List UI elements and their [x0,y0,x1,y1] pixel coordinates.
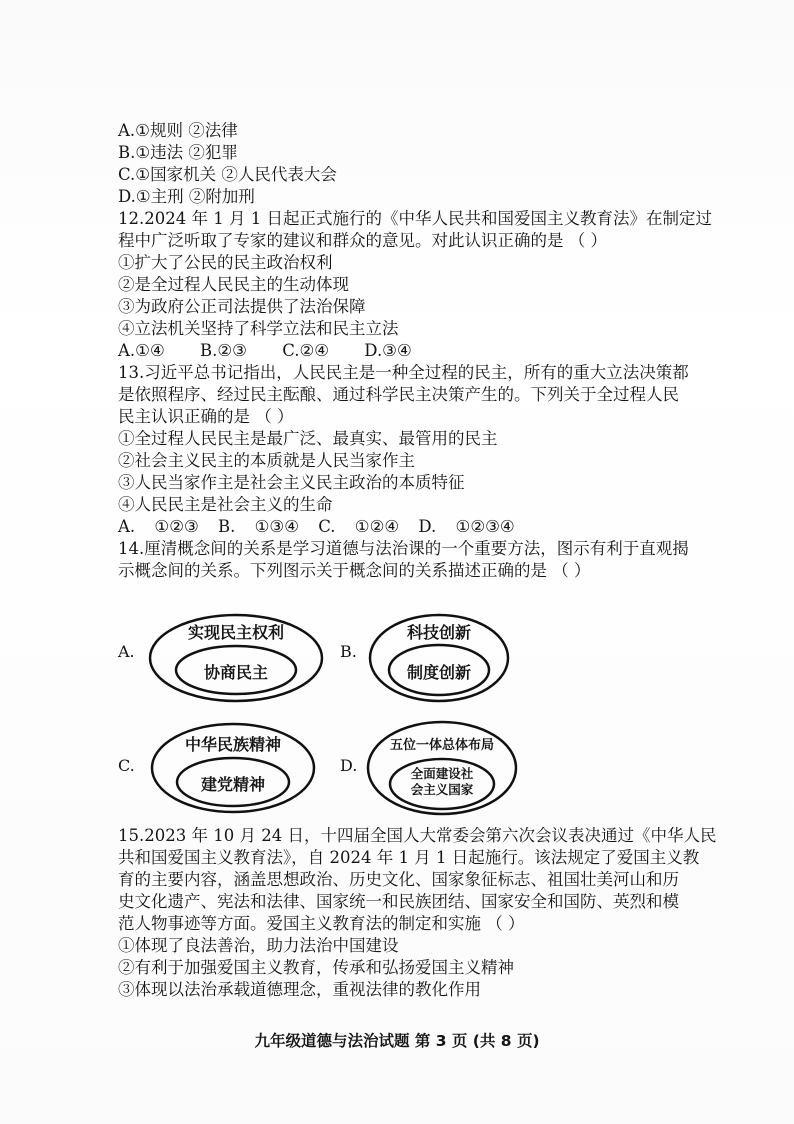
q15-stem-line4: 史文化遗产、宪法和法律、国家统一和民族团结、国家安全和国防、英烈和模 [118,892,679,911]
q14-stem-line2: 示概念间的关系。下列图示关于概念间的关系描述正确的是 （ ） [118,561,591,580]
q12-item-3: ③为政府公正司法提供了法治保障 [118,297,366,316]
q12-item-1: ①扩大了公民的民主政治权利 [118,253,333,272]
q15-text-block [118,825,738,1001]
q15-stem-line3: 育的主要内容，涵盖思想政治、历史文化、国家象征标志、祖国壮美河山和历 [118,870,679,889]
q15-stem-line1: 15.2023 年 10 月 24 日，十四届全国人大常委会第六次会议表决通过《中华人民 [118,826,717,845]
q12-item-2: ②是全过程人民民主的生动体现 [118,275,349,294]
diagram-d-inner-line2: 会主义国家 [410,782,474,797]
q13-item-3: ③人民当家作主是社会主义民主政治的本质特征 [118,473,465,492]
diagram-d-outer-text: 五位一体总体布局 [389,738,494,753]
q15-item-2: ②有利于加强爱国主义教育，传承和弘扬爱国主义精神 [118,958,514,977]
q15-item-1: ①体现了良法善治，助力法治中国建设 [118,936,399,955]
diagram-a-inner-text: 协商民主 [203,663,268,682]
q11-option-b: B.①违法 ②犯罪 [118,143,238,162]
diagram-c-inner-text: 建党精神 [200,775,265,794]
diagram-b-outer-text: 科技创新 [406,623,471,642]
diagram-a [146,612,326,704]
q13-stem-line1: 13.习近平总书记指出，人民民主是一种全过程的民主，所有的重大立法决策都 [118,363,689,382]
diagram-a-outer-text: 实现民主权利 [187,623,284,642]
diagram-d-label: D. [340,756,358,775]
q13-stem-line2: 是依照程序、经过民主酝酿、通过科学民主决策产生的。下列关于全过程人民 [118,385,679,404]
diagram-b-label: B. [340,642,357,661]
q14-stem-line1: 14.厘清概念间的关系是学习道德与法治课的一个重要方法，图示有利于直观揭 [118,539,689,558]
q12-item-4: ④立法机关坚持了科学立法和民主立法 [118,319,399,338]
q13-choices: A. ①②③ B. ①③④ C. ①②④ D. ①②③④ [118,517,515,536]
diagram-b [366,612,512,704]
q15-stem-line5: 范人物事迹等方面。爱国主义教育法的制定和实施 （ ） [118,914,525,933]
diagram-a-label: A. [118,642,135,661]
concept-diagrams [118,612,718,822]
diagram-c [148,720,318,816]
diagram-d-inner-line1: 全面建设社 [410,766,474,781]
page-footer: 九年级道德与法治试题 第 3 页 (共 8 页) [254,1032,540,1050]
diagram-c-label: C. [118,756,135,775]
q11-option-d: D.①主刑 ②附加刑 [118,187,255,206]
q15-item-3: ③体现以法治承载道德理念，重视法律的教化作用 [118,980,481,999]
q13-item-4: ④人民民主是社会主义的生命 [118,495,333,514]
diagram-c-outer-text: 中华民族精神 [184,735,281,754]
q12-stem-line1: 12.2024 年 1 月 1 日起正式施行的《中华人民共和国爱国主义教育法》在制定过 [118,209,712,228]
q12-stem-line2: 程中广泛听取了专家的建议和群众的意见。对此认识正确的是 （ ） [118,231,607,250]
q13-item-2: ②社会主义民主的本质就是人民当家作主 [118,451,415,470]
q11-option-a: A.①规则 ②法律 [118,121,238,140]
q12-choices: A.①④ B.②③ C.②④ D.③④ [118,341,412,360]
q13-stem-line3: 民主认识正确的是 （ ） [118,407,294,426]
diagram-b-inner-text: 制度创新 [406,663,471,682]
diagram-d-inner-text [364,766,520,798]
q13-item-1: ①全过程人民民主是最广泛、最真实、最管用的民主 [118,429,498,448]
q15-stem-line2: 共和国爱国主义教育法》，自 2024 年 1 月 1 日起施行。该法规定了爱国主义教 [118,848,700,867]
q11-option-c: C.①国家机关 ②人民代表大会 [118,165,337,184]
diagram-d [364,718,520,818]
question-text-block [118,120,738,582]
